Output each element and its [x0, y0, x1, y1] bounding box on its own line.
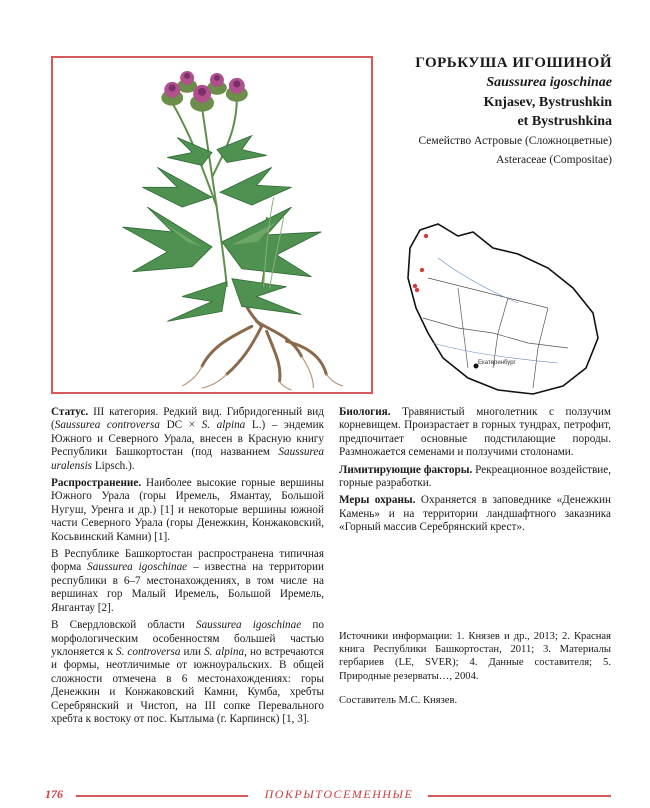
plant-illustration — [51, 56, 373, 394]
status-label: Статус. — [51, 406, 89, 418]
sverdlovsk-italic-1: Saussurea igoschinae — [195, 619, 302, 632]
page-number: 176 — [45, 787, 63, 801]
protection-label: Меры охраны. — [339, 494, 416, 507]
text-column-right — [339, 406, 611, 539]
footer-divider-left — [76, 795, 248, 797]
sverdlovsk-text-4: но встречаются и формы, неотличимые от южноуральских. В общей сложности отмечена в 6 местонахождениях: горы Денежкин и Конжаковский Камни, Кумба, хребты Серебрянский и Чистоп, на III сопке Перевального хребта к востоку от пос. Кытлыма (г. Карпинск) [1, 3]. — [51, 645, 324, 725]
plant-drawing — [53, 58, 371, 392]
distribution-label: Распространение. — [51, 477, 142, 490]
distribution-map — [398, 218, 608, 398]
family-ru: Семейство Астровые (Сложноцветные) — [418, 135, 612, 147]
species-authors-line1: Knjasev, Bystrushkin — [483, 95, 612, 110]
biology-text: Травянистый многолетник с ползучим корневищем. Произрастает в горных тундрах, петрофит, предпочитает основные подстилающие породы. Размножается семенами и ползучими столонами. — [339, 406, 611, 459]
family-latin: Asteraceae (Compositae) — [496, 154, 612, 166]
bashkortostan-text-1: В Республике Башкортостан распространена типичная форма — [51, 548, 324, 574]
limiting-text: Рекреационное воздействие, горные разработки. — [339, 463, 611, 490]
biology-paragraph — [339, 406, 611, 460]
map-city-label: Екатеринбург — [478, 360, 516, 366]
sverdlovsk-italic-3: S. alpina, — [204, 645, 247, 658]
bashkortostan-italic-1: Saussurea igoschinae — [87, 561, 188, 574]
species-title-ru: ГОРЬКУША ИГОШИНОЙ — [415, 55, 612, 71]
limiting-label: Лимитирующие факторы. — [339, 463, 473, 476]
status-text-4: Lipsch.). — [92, 459, 135, 472]
sverdlovsk-text-1: В Свердловской области — [51, 619, 196, 632]
status-italic-1: Saussurea controversa — [54, 419, 160, 432]
text-column-left — [51, 406, 324, 730]
status-text-1: III категория. Редкий вид. Гибридогенный вид ( — [51, 406, 324, 432]
sverdlovsk-text-3: или — [180, 645, 205, 658]
footer-divider-right — [428, 795, 611, 797]
species-authors-line2: et Bystrushkina — [517, 114, 612, 129]
status-text-2: DC × — [159, 419, 202, 432]
sverdlovsk-region-map — [398, 218, 608, 398]
sverdlovsk-paragraph — [51, 619, 324, 726]
limiting-paragraph — [339, 464, 611, 491]
distribution-text: Наиболее высокие горные вершины Южного Урала (горы Иремель, Ямантау, Большой Нугуш, Уренга и др.) [1] и некоторые вершины южной части Северного Урала (горы Денежкин, Конжаковский, Косьвинский Камни) [1]. — [51, 477, 324, 543]
page-footer — [0, 786, 650, 804]
species-title-latin: Saussurea igoschinae — [486, 75, 612, 90]
bashkortostan-paragraph — [51, 548, 324, 615]
bashkortostan-text-2: – известна на территории республики в 6–7 местонахождениях, в том числе на вершинах гор Малый Иремель, Большой Иремель, Янгантау [2]. — [51, 561, 324, 614]
status-paragraph — [51, 406, 324, 473]
sources-text: Источники информации: 1. Князев и др., 2013; 2. Красная книга Республики Башкортостан, 2011; 3. Материалы гербариев (LE, SVER); 4. Данные составителя; 5. Природные резерваты…, 2004. — [339, 631, 611, 682]
distribution-paragraph — [51, 477, 324, 544]
protection-text: Охраняется в заповеднике «Денежкин Камень» и на территории ландшафтного заказника «Горный массив Серебрянский крест». — [339, 494, 611, 534]
protection-paragraph — [339, 494, 611, 534]
compiler-text: Составитель М.С. Князев. — [339, 695, 458, 706]
biology-label: Биология. — [339, 406, 391, 418]
status-italic-3: Saussurea uralensis — [51, 446, 324, 472]
section-name: ПОКРЫТОСЕМЕННЫЕ — [264, 787, 414, 801]
species-header — [372, 53, 612, 169]
sverdlovsk-text-2: по морфологическим особенностям большей частью уклоняется к — [51, 619, 324, 658]
sverdlovsk-italic-2: S. controversa — [115, 645, 181, 658]
status-text-3: L.) – эндемик Южного и Северного Урала, внесен в Красную книгу Республики Башкортостан (под названием — [51, 419, 325, 459]
status-italic-2: S. alpina — [201, 419, 246, 432]
